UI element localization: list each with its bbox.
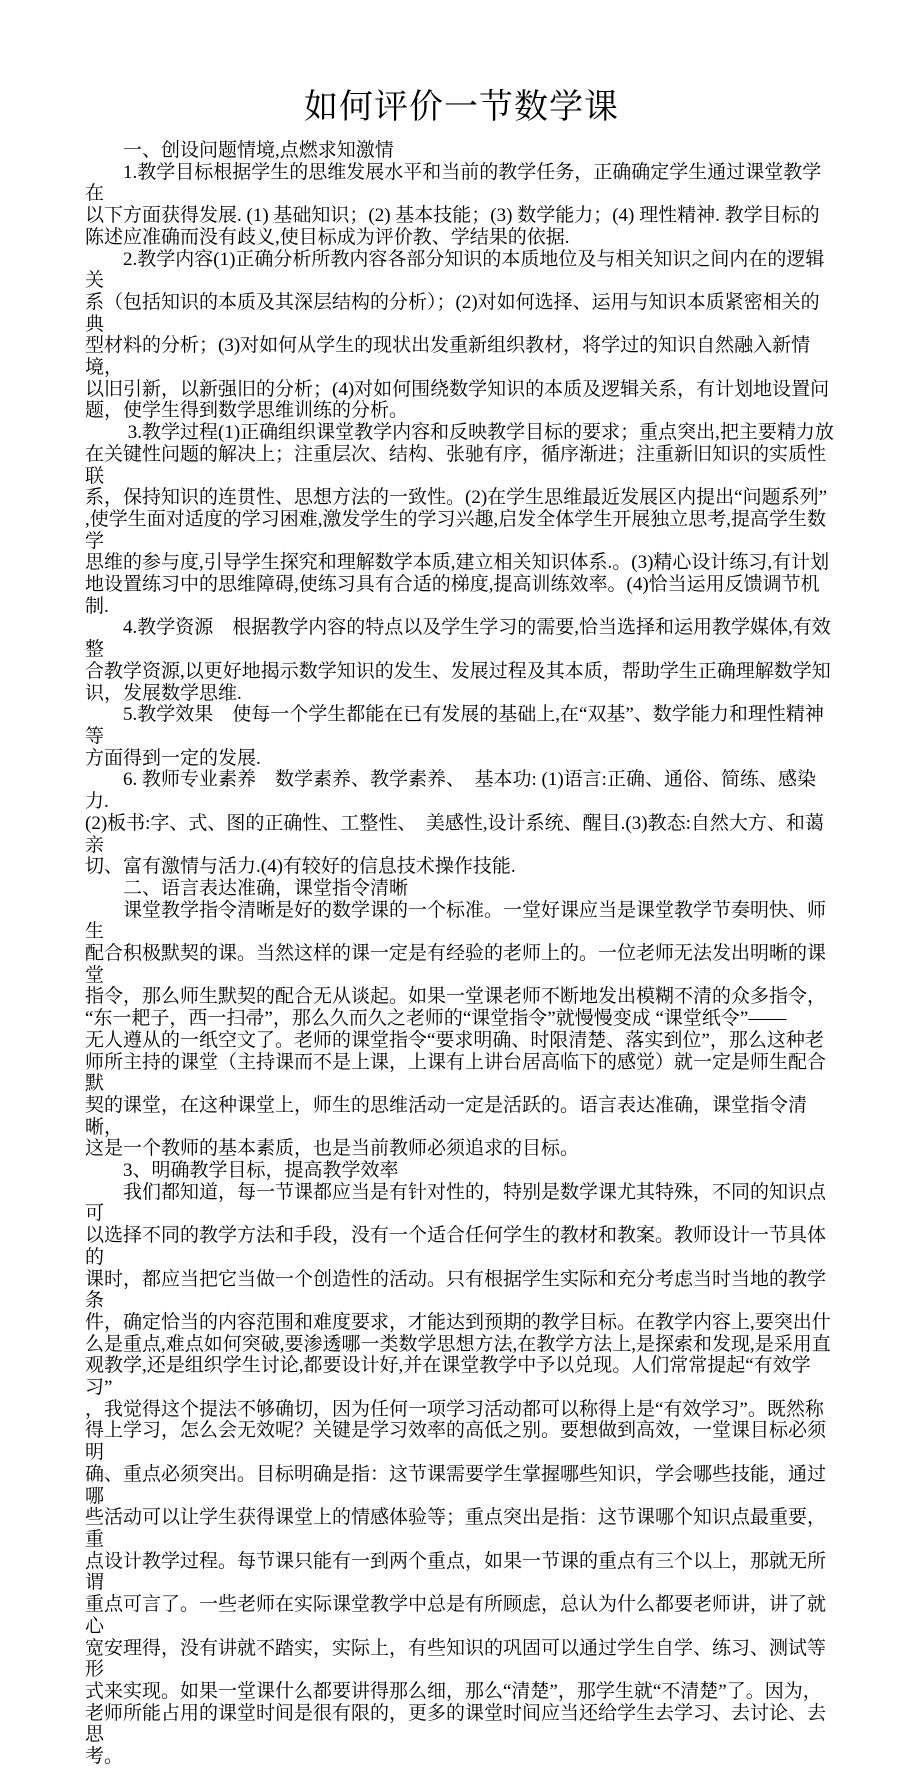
text-line: 6. 教师专业素养 数学素养、教学素养、 基本功: (1)语言:正确、通俗、简练、感染力.	[85, 769, 816, 813]
document-body	[85, 140, 838, 1768]
text-line: 得上学习，怎么会无效呢？关键是学习效率的高低之别。要想做到高效，一堂课目标必须明	[85, 1420, 827, 1464]
text-line: 我们都知道，每一节课都应当是有针对性的，特别是数学课尤其特殊，不同的知识点可	[85, 1181, 827, 1225]
text-line: 师所主持的课堂（主持课而不是上课，上课有上讲台居高临下的感觉）就一定是师生配合默	[85, 1051, 827, 1095]
text-line: 这是一个教师的基本素质，也是当前教师必须追求的目标。	[85, 1138, 580, 1160]
document-title: 如何评价一节数学课	[304, 89, 619, 126]
text-line: 以下方面获得发展. (1) 基础知识；(2) 基本技能；(3) 数学能力；(4) 理性精神. 教学目标的	[85, 205, 820, 227]
text-line: “东一耙子，西一扫帚”，那么久而久之老师的“课堂指令”就慢慢变成 “课堂纸令”——	[85, 1008, 787, 1030]
text-line: 思维的参与度,引导学生探究和理解数学本质,建立相关知识体系.。(3)精心设计练习,有计划	[85, 552, 830, 574]
text-line: 考。	[85, 1746, 124, 1768]
text-line: 型材料的分析；(3)对如何从学生的现状出发重新组织教材，将学过的知识自然融入新情境，	[85, 335, 811, 379]
text-line: 无人遵从的一纸空文了。老师的课堂指令“要求明确、时限清楚、落实到位”，那么这种老	[85, 1029, 824, 1051]
text-line: 宽安理得，没有讲就不踏实，实际上，有些知识的巩固可以通过学生自学、练习、测试等形	[85, 1637, 827, 1681]
text-line: 课时，都应当把它当做一个创造性的活动。只有根据学生实际和充分考虑当时当地的教学条	[85, 1268, 827, 1312]
text-line: 切、富有激情与活力.(4)有较好的信息技术操作技能.	[85, 856, 516, 878]
text-line: ，我觉得这个提法不够确切，因为任何一项学习活动都可以称得上是“有效学习”。既然称	[85, 1398, 824, 1420]
text-line: 老师所能占用的课堂时间是很有限的，更多的课堂时间应当还给学生去学习、去讨论、去思	[85, 1702, 827, 1746]
text-line: 课堂教学指令清晰是好的数学课的一个标准。一堂好课应当是课堂教学节奏明快、师生	[85, 899, 827, 943]
text-line: 二、语言表达准确，课堂指令清晰	[85, 877, 409, 899]
text-line: 点设计教学过程。每节课只能有一到两个重点，如果一节课的重点有三个以上，那就无所谓	[85, 1550, 827, 1594]
text-line: 以选择不同的教学方法和手段，没有一个适合任何学生的教材和教案。教师设计一节具体的	[85, 1225, 827, 1268]
text-line: 配合积极默契的课。当然这样的课一定是有经验的老师上的。一位老师无法发出明晰的课堂	[85, 943, 827, 986]
text-line: 系，保持知识的连贯性、思想方法的一致性。(2)在学生思维最近发展区内提出“问题系列”	[85, 487, 828, 509]
text-line: 观教学,还是组织学生讨论,都要设计好,并在课堂教学中予以兑现。人们常常提起“有效学习”	[85, 1355, 811, 1399]
text-line: 契的课堂，在这种课堂上，师生的思维活动一定是活跃的。语言表达准确，课堂指令清晰，	[85, 1094, 808, 1138]
text-line: 2.教学内容(1)正确分析所教内容各部分知识的本质地位及与相关知识之间内在的逻辑关	[85, 248, 825, 292]
text-line: 5.教学效果 使每一个学生都能在已有发展的基础上,在“双基”、数学能力和理性精神等	[85, 704, 824, 747]
text-line: 陈述应准确而没有歧义,使目标成为评价教、学结果的依据.	[85, 226, 570, 248]
text-line: 合教学资源,以更好地揭示数学知识的发生、发展过程及其本质，帮助学生正确理解数学知	[85, 660, 831, 682]
text-line: 系（包括知识的本质及其深层结构的分析）；(2)对如何选择、运用与知识本质紧密相关的典	[85, 291, 820, 335]
text-line: 确、重点必须突出。目标明确是指：这节课需要学生掌握哪些知识，学会哪些技能，通过哪	[85, 1463, 827, 1507]
text-line: 方面得到一定的发展.	[85, 747, 261, 769]
text-line: 么是重点,难点如何突破,要渗透哪一类数学思想方法,在教学方法上,是探索和发现,是采用直	[85, 1333, 831, 1355]
text-line: 3、明确教学目标，提高教学效率	[85, 1160, 399, 1182]
text-line: 重点可言了。一些老师在实际课堂教学中总是有所顾虑，总认为什么都要老师讲，讲了就心	[85, 1594, 827, 1637]
text-line: 些活动可以让学生获得课堂上的情感体验等；重点突出是指：这节课哪个知识点最重要，重	[85, 1507, 827, 1550]
text-line: 在关键性问题的解决上；注重层次、结构、张驰有序，循序渐进；注重新旧知识的实质性联	[85, 443, 827, 487]
text-line: 题，使学生得到数学思维训练的分析。	[85, 400, 409, 422]
text-line: (2)板书:字、式、图的正确性、工整性、 美感性,设计系统、醒目.(3)教态:自然大方、和蔼亲	[85, 812, 824, 856]
text-line: 识，发展数学思维.	[85, 682, 242, 704]
text-line: ,使学生面对适度的学习困难,激发学生的学习兴趣,启发全体学生开展独立思考,提高学生数学	[85, 508, 827, 552]
text-line: 4.教学资源 根据教学内容的特点以及学生学习的需要,恰当选择和运用教学媒体,有效整	[85, 617, 831, 661]
text-line: 3.教学过程(1)正确组织课堂教学内容和反映教学目标的要求；重点突出,把主要精力放	[85, 422, 834, 444]
text-line: 件，确定恰当的内容范围和难度要求，才能达到预期的教学目标。在教学内容上,要突出什	[85, 1311, 831, 1333]
text-line: 一、创设问题情境,点燃求知激情	[85, 140, 394, 161]
text-line: 地设置练习中的思维障碍,使练习具有合适的梯度,提高训练效率。(4)恰当运用反馈调节机制.	[85, 574, 820, 617]
text-line: 1.教学目标根据学生的思维发展水平和当前的教学任务，正确确定学生通过课堂教学在	[85, 161, 822, 205]
text-line: 式来实现。如果一堂课什么都要讲得那么细，那么“清楚”，那学生就“不清楚”了。因为，	[85, 1680, 822, 1702]
text-line: 指令，那么师生默契的配合无从谈起。如果一堂课老师不断地发出模糊不清的众多指令，	[85, 986, 827, 1008]
text-line: 以旧引新，以新强旧的分析；(4)对如何围绕数学知识的本质及逻辑关系，有计划地设置问	[85, 378, 830, 400]
